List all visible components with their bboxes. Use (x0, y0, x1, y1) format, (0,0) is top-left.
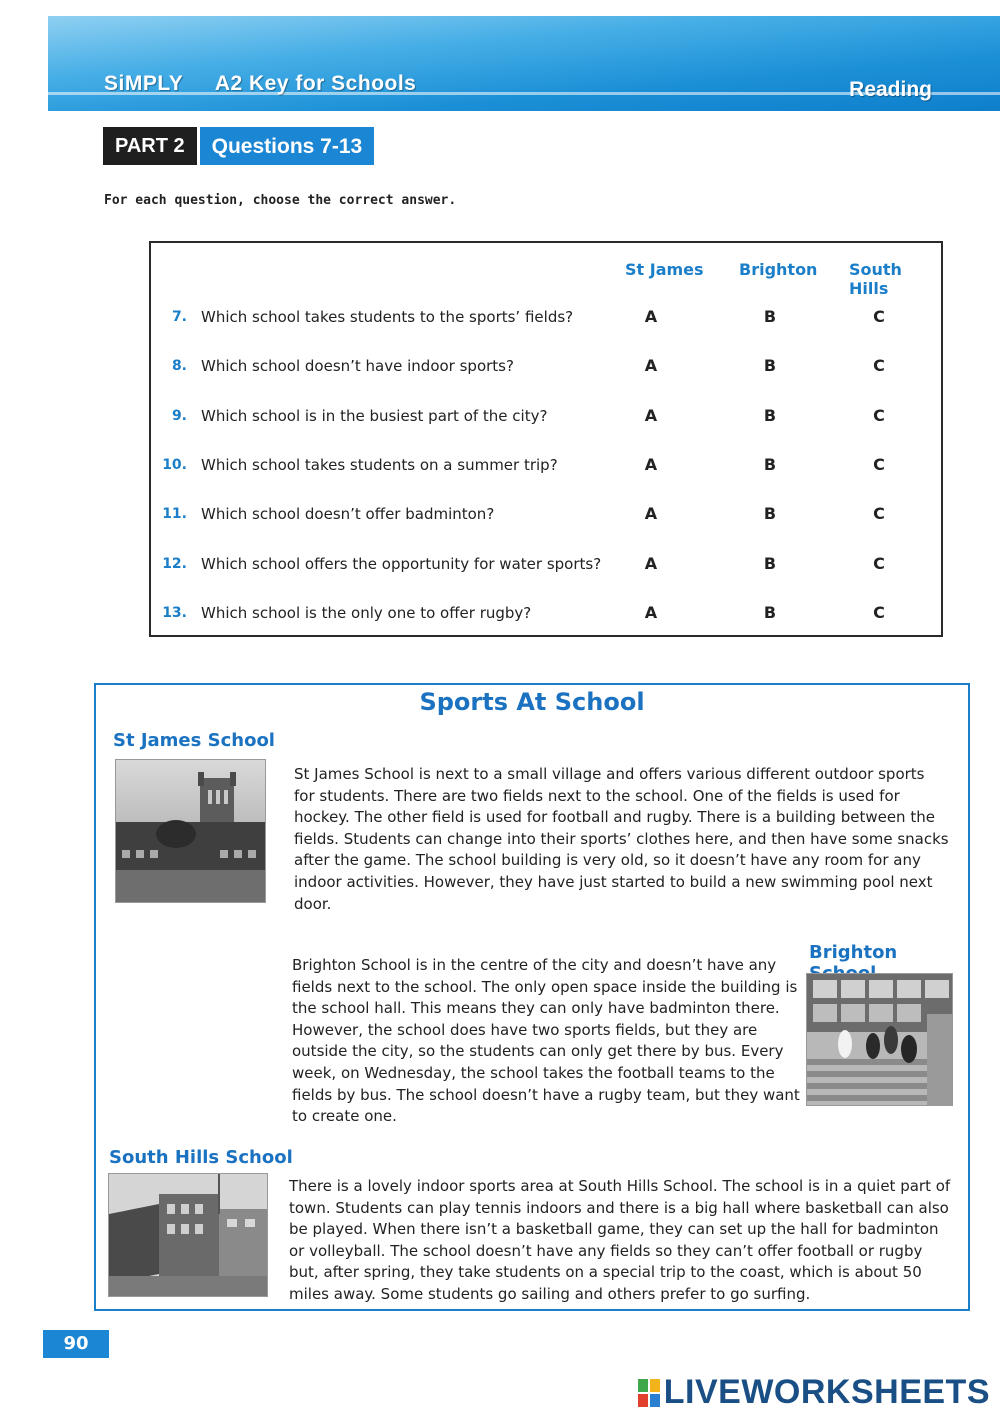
article-box (94, 683, 970, 1311)
answer-option-a[interactable]: A (644, 454, 658, 474)
question-text: Which school doesn’t have indoor sports? (201, 357, 514, 376)
answer-option-b[interactable]: B (763, 356, 777, 376)
question-text: Which school offers the opportunity for water sports? (201, 554, 602, 573)
south-hills-photo (108, 1173, 268, 1297)
school-name-brighton: Brighton (809, 942, 898, 963)
question-row (151, 351, 941, 381)
answer-option-b[interactable]: B (763, 602, 777, 622)
question-number: 9. (171, 407, 187, 424)
part-label: PART 2 (103, 127, 197, 165)
question-row (151, 499, 941, 529)
answer-option-b[interactable]: B (763, 504, 777, 524)
school-name-south-hills: South Hills School (109, 1147, 293, 1168)
question-number: 12. (162, 555, 187, 572)
answer-option-c[interactable]: C (873, 356, 885, 376)
answer-option-a[interactable]: A (644, 405, 658, 425)
question-row (151, 450, 941, 480)
questions-range: Questions 7-13 (200, 127, 375, 165)
liveworksheets-watermark (638, 1373, 990, 1412)
question-table (149, 241, 943, 637)
section-label: Reading (849, 78, 932, 101)
answer-option-b[interactable]: B (763, 405, 777, 425)
book-title (104, 72, 416, 96)
question-row (151, 302, 941, 332)
south-hills-text: There is a lovely indoor sports area at South Hills School. The school is in a quiet part of town. Students can play tennis indoors and there is a big hall where basketball can also be played. When there isn’t a basketball game, they can set up the hall for badminton or volleyball. The school doesn’t have any fields so they can’t offer football or rugby but, after spring, they take students on a special trip to the coast, which is about 50 miles away. Some students go sailing and others prefer to go surfing. (289, 1177, 951, 1303)
answer-option-c[interactable]: C (873, 307, 885, 326)
liveworksheets-logo-icon (638, 1379, 660, 1407)
question-number: 13. (162, 604, 187, 621)
liveworksheets-text: LIVEWORKSHEETS (663, 1373, 990, 1411)
question-text: Which school is the only one to offer rugby? (201, 603, 532, 622)
answer-option-c[interactable]: C (873, 504, 885, 524)
question-text: Which school doesn’t offer badminton? (201, 505, 495, 524)
st-james-photo (115, 759, 266, 903)
question-text: Which school takes students to the sports’ fields? (201, 308, 574, 326)
question-number: 11. (162, 506, 187, 523)
answer-option-b[interactable]: B (763, 454, 777, 474)
answer-option-a[interactable]: A (644, 307, 658, 326)
header-banner (48, 16, 1000, 111)
answer-option-c[interactable]: C (873, 405, 885, 425)
column-st-james: St James (625, 260, 704, 279)
brand-name: SiMPLY (104, 72, 184, 95)
brighton-photo (806, 973, 953, 1106)
book-name: A2 Key for Schools (214, 72, 417, 95)
instruction: For each question, choose the correct answer. (104, 193, 457, 208)
question-number: 7. (171, 309, 187, 325)
column-brighton: Brighton (739, 260, 818, 279)
question-row (151, 401, 941, 431)
answer-option-a[interactable]: A (644, 356, 658, 376)
page-number: 90 (43, 1330, 109, 1358)
answer-option-a[interactable]: A (644, 553, 658, 573)
article-title: Sports At School (419, 688, 645, 716)
column-south-hills: South Hills (849, 260, 902, 298)
part-tag (103, 127, 374, 165)
school-name-st-james: St James School (113, 730, 275, 751)
question-row (151, 549, 941, 579)
answer-option-c[interactable]: C (873, 553, 885, 573)
question-text: Which school is in the busiest part of the city? (201, 406, 548, 425)
answer-option-a[interactable]: A (644, 504, 658, 524)
answer-option-a[interactable]: A (644, 602, 658, 622)
answer-option-b[interactable]: B (763, 307, 777, 326)
answer-option-c[interactable]: C (873, 454, 885, 474)
brighton-text: Brighton School is in the centre of the city and doesn’t have any fields next to the school. The only open space inside the building is the school hall. This means they can only have badminton there. However, the school does have two sports fields, but they are outside the city, so the students can only get there by bus. Every week, on Wednesday, the school takes the football teams to the fields by bus. The school doesn’t have a rugby team, but they want to create one. (292, 956, 800, 1126)
question-number: 10. (162, 456, 187, 473)
question-row (151, 598, 941, 628)
question-text: Which school takes students on a summer trip? (201, 455, 558, 474)
question-number: 8. (171, 358, 187, 375)
answer-option-b[interactable]: B (763, 553, 777, 573)
answer-option-c[interactable]: C (873, 602, 885, 622)
st-james-text: St James School is next to a small village and offers various different outdoor sports for students. There are two fields next to the school. One of the fields is used for hockey. The other field is used for football and rugby. There is a building between the fields. Students can change into their sports’ clothes here, and then have some snacks after the game. The school building is very old, so it doesn’t have any room for any indoor activities. However, they have just started to build a new swimming pool next door. (294, 765, 949, 913)
